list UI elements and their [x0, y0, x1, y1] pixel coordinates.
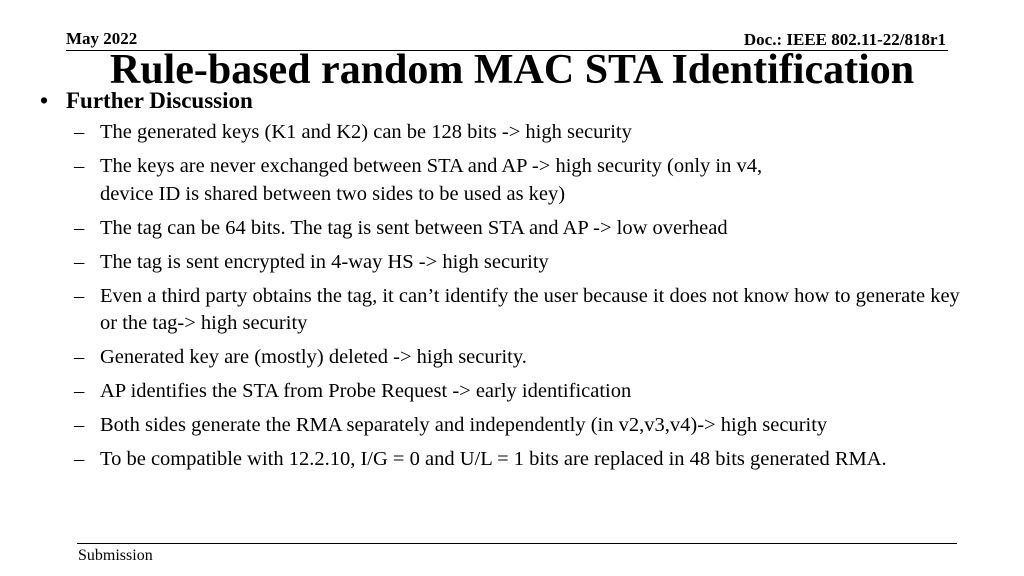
- dash-icon: –: [74, 414, 85, 436]
- bullet-block: [40, 87, 970, 480]
- header-doc-id: Doc.: IEEE 802.11-22/818r1: [743, 30, 946, 49]
- dash-icon: –: [74, 380, 85, 402]
- sub-bullet-text: The keys are never exchanged between STA and AP -> high security (only in v4, device ID is shared between two sides to be used as key): [100, 155, 763, 205]
- sub-bullet-item: [40, 412, 970, 440]
- sub-bullet-item: [40, 283, 970, 338]
- dash-icon: –: [74, 346, 85, 368]
- sub-bullet-text: The generated keys (K1 and K2) can be 128 bits -> high security: [100, 121, 632, 143]
- bullet-heading-text: Further Discussion: [66, 88, 253, 113]
- sub-bullet-item: [40, 153, 780, 208]
- dash-icon: –: [74, 284, 85, 307]
- sub-bullet-text: The tag is sent encrypted in 4-way HS -> high security: [100, 250, 549, 273]
- sub-bullet-text: Generated key are (mostly) deleted -> high security.: [100, 346, 527, 368]
- bullet-icon: •: [40, 88, 49, 113]
- footer-divider: [77, 543, 957, 544]
- sub-bullet-text: The tag can be 64 bits. The tag is sent between STA and AP -> low overhead: [100, 216, 728, 239]
- header-date: May 2022: [66, 29, 138, 48]
- sub-bullet-item: [40, 215, 970, 243]
- sub-bullet-item: [40, 446, 970, 474]
- dash-icon: –: [74, 216, 85, 239]
- slide-title: Rule-based random MAC STA Identification: [109, 47, 915, 93]
- sub-bullet-item: [40, 344, 970, 372]
- dash-icon: –: [74, 448, 85, 470]
- sub-bullet-item: [40, 249, 970, 277]
- sub-bullet-text: To be compatible with 12.2.10, I/G = 0 and U/L = 1 bits are replaced in 48 bits generated RMA.: [100, 448, 887, 470]
- sub-bullet-list: [40, 119, 970, 474]
- sub-bullet-text: Even a third party obtains the tag, it can’t identify the user because it does not know how to generate key or the tag-> high security: [100, 284, 960, 334]
- sub-bullet-text: Both sides generate the RMA separately and independently (in v2,v3,v4)-> high security: [100, 414, 828, 436]
- bullet-heading: [40, 87, 970, 115]
- dash-icon: –: [74, 121, 85, 143]
- dash-icon: –: [74, 250, 85, 273]
- sub-bullet-item: [40, 378, 970, 406]
- sub-bullet-item: [40, 119, 970, 147]
- sub-bullet-text: AP identifies the STA from Probe Request -> early identification: [100, 380, 632, 402]
- footer-submission: Submission: [78, 547, 153, 564]
- dash-icon: –: [74, 155, 85, 177]
